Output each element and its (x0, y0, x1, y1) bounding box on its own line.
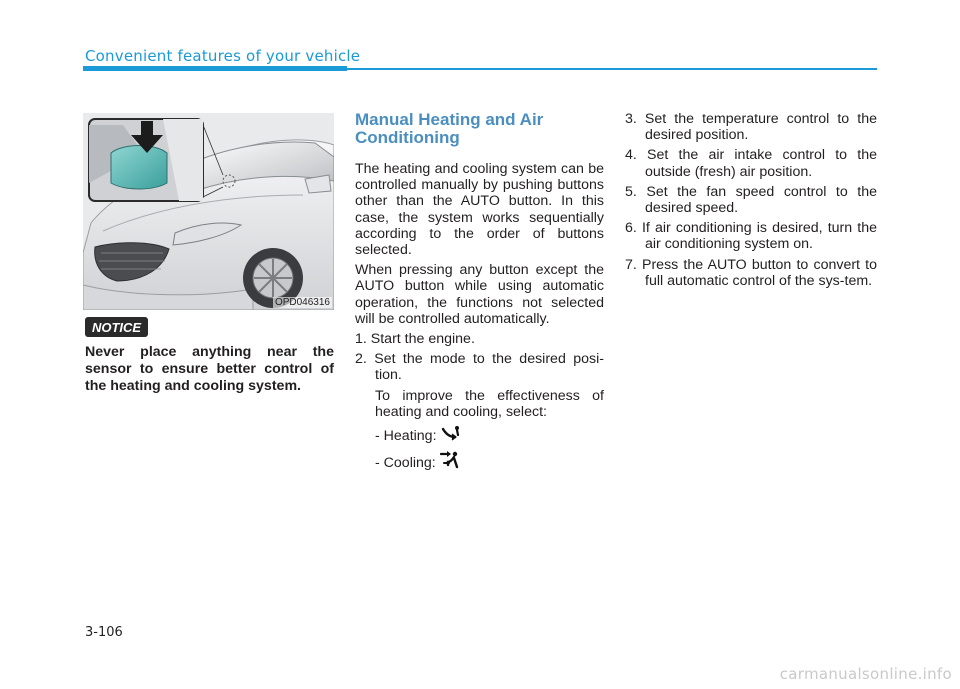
heating-label: - Heating: (375, 427, 437, 444)
step-2-sub: To improve the effectiveness of heating and cooling, select: (375, 387, 604, 420)
floor-vent-icon (441, 425, 461, 446)
column-2 (355, 111, 604, 478)
notice-text: Never place anything near the sensor to ensure better control of the heating and cooling system. (85, 344, 334, 394)
sensor-icon (111, 146, 167, 190)
figure (83, 113, 334, 310)
step-7: 7. Press the AUTO button to convert to full automatic control of the sys-tem. (625, 256, 877, 289)
step-2: 2. Set the mode to the desired posi-tion. (355, 351, 604, 384)
header-section-title: Convenient features of your vehicle (85, 47, 361, 65)
cooling-option (375, 451, 604, 474)
page-number: 3-106 (85, 625, 123, 640)
step-3: 3. Set the temperature control to the desired position. (625, 111, 877, 144)
step-6: 6. If air conditioning is desired, turn the air conditioning system on. (625, 220, 877, 253)
section-title: Manual Heating and Air Conditioning (355, 110, 544, 147)
step-5: 5. Set the fan speed control to the desired speed. (625, 183, 877, 217)
watermark: carmanualsonline.info (779, 665, 952, 683)
face-vent-icon (440, 451, 462, 474)
cooling-label: - Cooling: (375, 454, 436, 471)
car-illustration (83, 113, 334, 310)
intro-paragraph: The heating and cooling system can be controlled manually by pushing buttons other than the AUTO button. In this case, the system works sequentially according to the order of buttons selected. (355, 161, 604, 259)
step-4: 4. Set the air intake control to the outside (fresh) air position. (625, 147, 877, 180)
notice-badge: NOTICE (85, 317, 148, 337)
header-rule-thin (347, 68, 877, 70)
automatic-note-paragraph: When pressing any button except the AUTO button while using automatic operation, the functions not selected will be controlled automatically. (355, 262, 604, 327)
figure-code: OPD046316 (274, 297, 330, 308)
header-rule-thick (83, 66, 347, 71)
step-1: 1. Start the engine. (355, 331, 475, 348)
heating-option (375, 425, 604, 446)
column-3 (625, 111, 877, 293)
